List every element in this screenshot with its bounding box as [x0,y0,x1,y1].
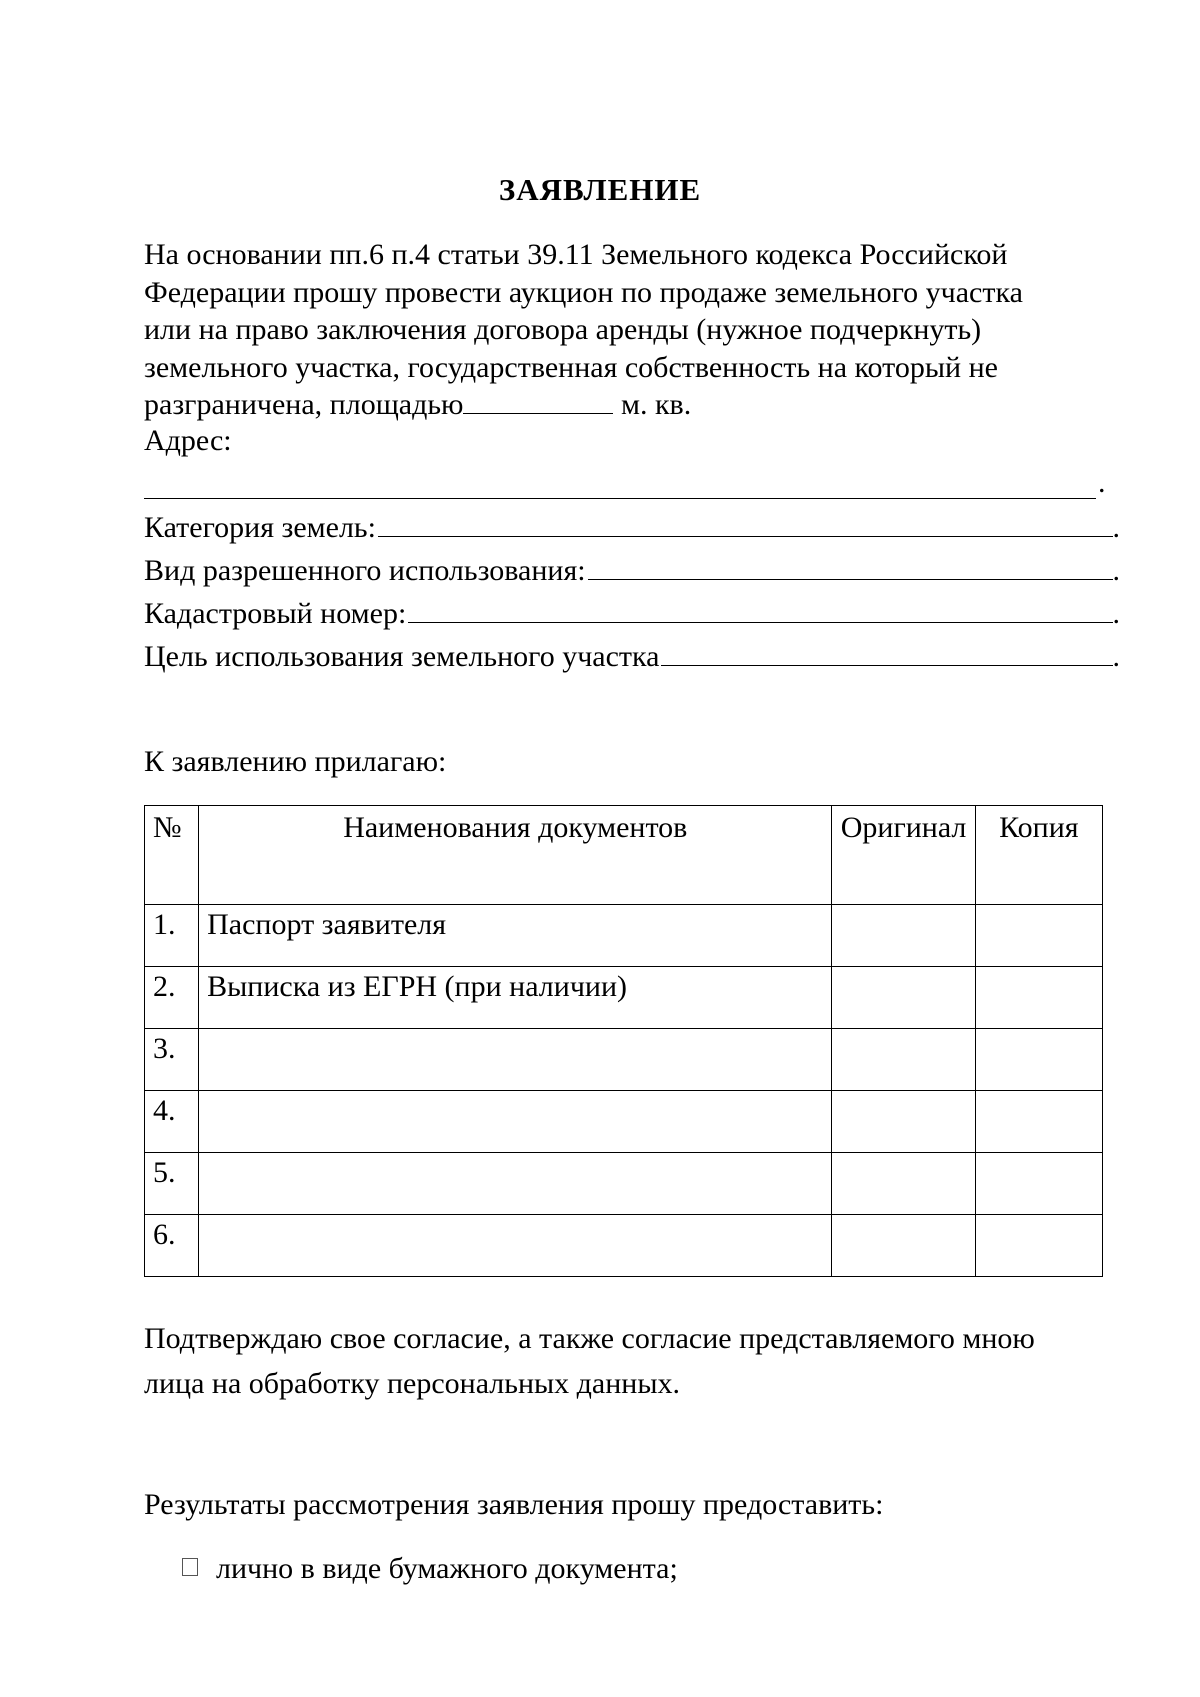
column-header-name: Наименования документов [199,806,832,905]
intro-line: На основании пп.6 п.4 статьи 39.11 Земельного кодекса Российской [144,238,1008,271]
area-label: разграничена, площадью [144,388,464,421]
delivery-option-paper[interactable] [182,1552,678,1586]
cadastral-number-blank[interactable] [408,596,1112,623]
land-category-label: Категория земель: [144,511,376,544]
row-original[interactable] [832,1029,975,1091]
land-purpose-label: Цель использования земельного участка [144,640,660,673]
delivery-option-label: лично в виде бумажного документа; [216,1552,678,1585]
intro-line: Федерации прошу провести аукцион по продаже земельного участка [144,275,1023,309]
row-copy[interactable] [975,1215,1102,1277]
area-line [144,386,1120,424]
consent-line: Подтверждаю свое согласие, а также согласие представляемого мною [144,1322,1035,1355]
address-end-dot: . [1098,466,1106,499]
row-document-name[interactable] [199,1091,832,1153]
row-num: 2. [145,967,199,1029]
table-row [145,1153,1103,1215]
column-header-copy: Копия [975,806,1102,905]
cadastral-number-label: Кадастровый номер: [144,597,407,630]
attachments-heading: К заявлению прилагаю: [144,745,447,778]
permitted-use-label: Вид разрешенного использования: [144,554,586,587]
column-header-num: № [145,806,199,905]
address-label: Адрес: [144,424,232,457]
row-copy[interactable] [975,1091,1102,1153]
area-unit: м. кв. [613,388,692,421]
row-original[interactable] [832,905,975,967]
row-original[interactable] [832,1215,975,1277]
land-purpose-blank[interactable] [661,639,1112,666]
row-num: 4. [145,1091,199,1153]
area-blank[interactable] [463,387,613,414]
table-row [145,1091,1103,1153]
row-original[interactable] [832,967,975,1029]
table-row [145,1215,1103,1277]
document-title: ЗАЯВЛЕНИЕ [498,172,702,207]
attachments-table [144,805,1103,1277]
row-num: 1. [145,905,199,967]
row-copy[interactable] [975,1153,1102,1215]
row-document-name[interactable]: Паспорт заявителя [199,905,832,967]
permitted-use-field: Вид разрешенного использования: . [144,554,1120,587]
consent-line: лица на обработку персональных данных. [144,1367,681,1400]
land-category-field: Категория земель: . [144,511,1120,544]
row-document-name[interactable] [199,1215,832,1277]
row-document-name[interactable]: Выписка из ЕГРН (при наличии) [199,967,832,1029]
cadastral-number-field: Кадастровый номер: . [144,597,1120,630]
row-document-name[interactable] [199,1153,832,1215]
table-header-row [145,806,1103,905]
intro-paragraph [144,236,1120,424]
table-row [145,967,1103,1029]
checkbox-icon[interactable] [182,1558,198,1576]
row-copy[interactable] [975,905,1102,967]
row-num: 5. [145,1153,199,1215]
row-original[interactable] [832,1153,975,1215]
table-row [145,1029,1103,1091]
row-copy[interactable] [975,1029,1102,1091]
row-num: 6. [145,1215,199,1277]
address-blank[interactable] [144,498,1096,499]
table-row [145,905,1103,967]
consent-paragraph [144,1316,1120,1406]
column-header-original: Оригинал [832,806,975,905]
results-heading: Результаты рассмотрения заявления прошу предоставить: [144,1488,884,1521]
permitted-use-blank[interactable] [588,553,1113,580]
row-num: 3. [145,1029,199,1091]
land-category-blank[interactable] [378,510,1113,537]
row-original[interactable] [832,1091,975,1153]
intro-line: или на право заключения договора аренды (нужное подчеркнуть) [144,313,982,346]
land-purpose-field: Цель использования земельного участка . [144,640,1120,673]
row-copy[interactable] [975,967,1102,1029]
row-document-name[interactable] [199,1029,832,1091]
intro-line: земельного участка, государственная собственность на который не [144,350,998,384]
